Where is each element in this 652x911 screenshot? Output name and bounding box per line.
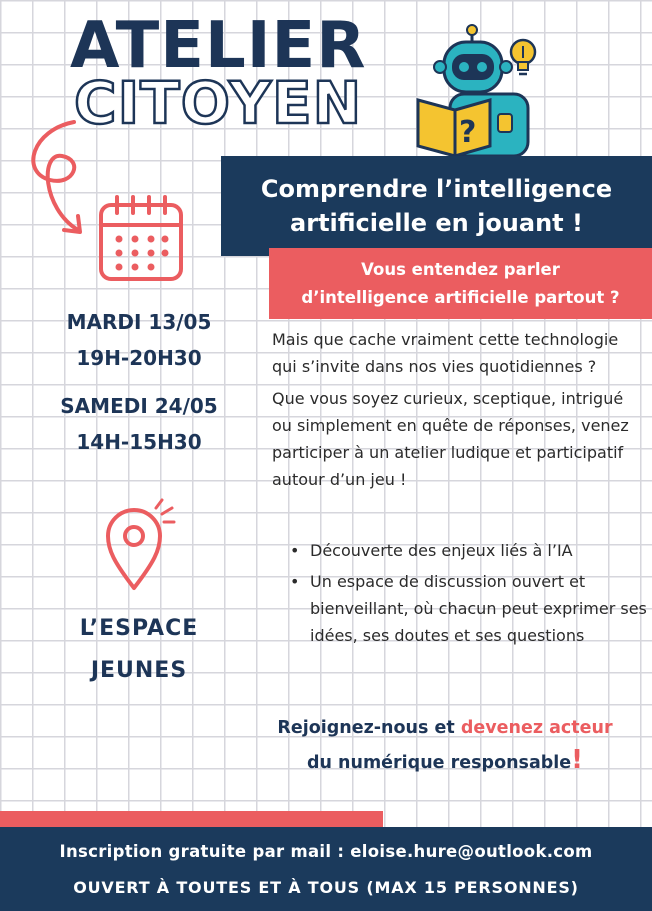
cta-line-2: du numérique responsable xyxy=(306,753,572,773)
title-line-1: ATELIER xyxy=(70,9,367,83)
feature-list xyxy=(290,537,650,653)
description-paragraph-1: Mais que cache vraiment cette technologie qui s’invite dans nos vies quotidiennes ? xyxy=(272,330,619,376)
subheadline-line-1: Vous entendez parler xyxy=(361,259,560,279)
map-pin-icon xyxy=(100,496,182,596)
audience-info: OUVERT À TOUTES ET À TOUS (MAX 15 PERSONNES) xyxy=(73,878,579,897)
session-2 xyxy=(44,388,234,460)
list-item: • Découverte des enjeux liés à l’IA xyxy=(290,537,650,564)
description-paragraph-2: Que vous soyez curieux, sceptique, intrigué ou simplement en quête de réponses, venez participer à un atelier ludique et participatif autour d’un jeu ! xyxy=(272,389,629,489)
calendar-icon xyxy=(95,193,187,285)
session-2-time: 14H-15H30 xyxy=(76,430,202,454)
session-1-day: MARDI 13/05 xyxy=(66,310,212,334)
location xyxy=(44,608,234,692)
description xyxy=(272,326,644,498)
headline-banner xyxy=(221,156,652,256)
svg-text:?: ? xyxy=(459,115,477,150)
title-line-2: CITOYEN xyxy=(74,69,363,137)
session-2-day: SAMEDI 24/05 xyxy=(60,394,218,418)
lightbulb-icon xyxy=(502,34,544,84)
registration-info: Inscription gratuite par mail : eloise.hure@outlook.com xyxy=(59,842,593,861)
session-1 xyxy=(44,304,234,376)
headline-line-1: Comprendre l’intelligence xyxy=(260,175,613,203)
location-line-2: JEUNES xyxy=(90,658,188,683)
location-line-1: L’ESPACE xyxy=(79,616,199,641)
footer-accent-bar xyxy=(0,811,383,827)
cta-exclamation: ! xyxy=(571,745,584,775)
footer xyxy=(0,827,652,911)
cta-highlight: devenez acteur xyxy=(460,718,613,738)
session-1-time: 19H-20H30 xyxy=(76,346,202,370)
call-to-action xyxy=(240,712,650,779)
list-item: • Un espace de discussion ouvert et bienveillant, où chacun peut exprimer ses idées, ses doutes et ses questions xyxy=(290,568,650,649)
subheadline-line-2: d’intelligence artificielle partout ? xyxy=(301,287,620,307)
cta-text: Rejoignez-nous et xyxy=(277,718,461,738)
headline-line-2: artificielle en jouant ! xyxy=(290,209,583,237)
subheadline-banner xyxy=(269,248,652,319)
